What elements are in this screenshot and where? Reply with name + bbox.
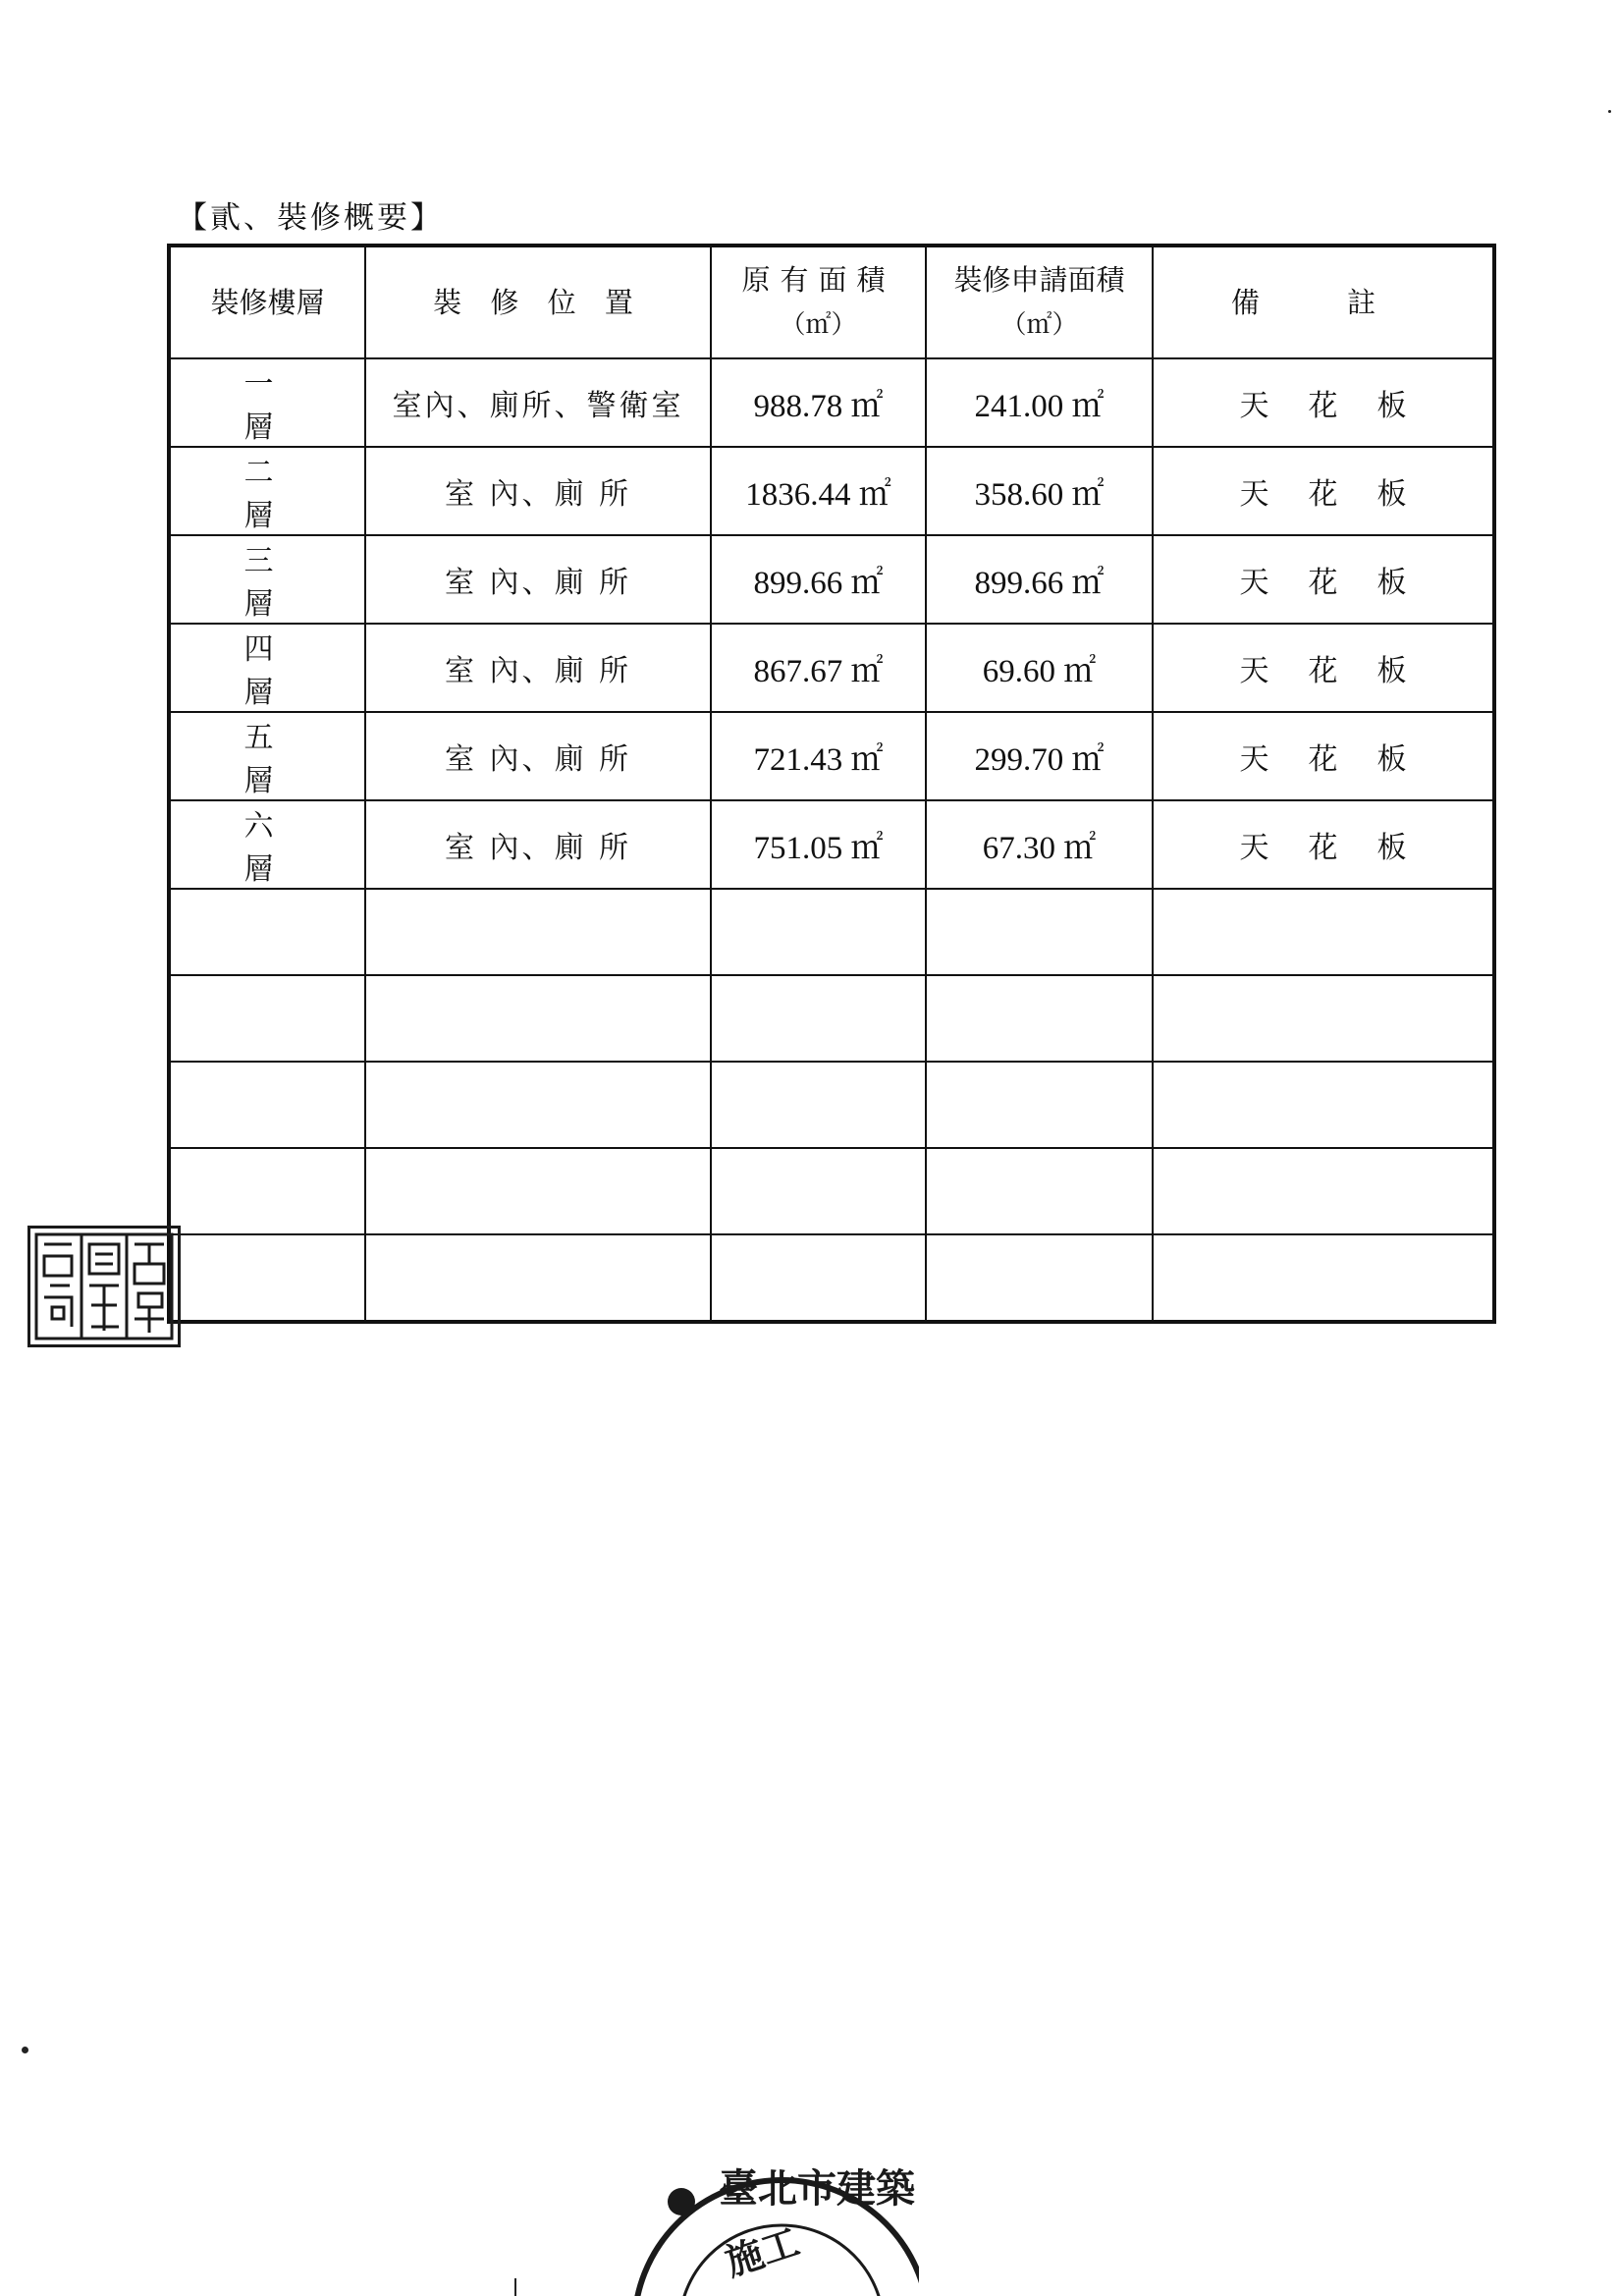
table-row: [169, 800, 1494, 889]
empty-cell: [365, 1062, 711, 1148]
stamp-text: 臺北市建築: [719, 2165, 915, 2212]
cell-remarks: 天花板: [1153, 447, 1494, 535]
header-applied-area-unit: （㎡）: [1000, 310, 1078, 340]
empty-cell: [926, 889, 1153, 975]
cell-applied-area: 299.70 ㎡: [926, 712, 1153, 800]
cell-original-area: 988.78 ㎡: [711, 358, 926, 447]
cell-location: 室 內、廁 所: [365, 800, 711, 889]
cell-floor: 四層: [169, 624, 365, 712]
header-floor: 裝修樓層: [169, 246, 365, 358]
header-applied-area: [926, 246, 1153, 358]
table-row: [169, 447, 1494, 535]
header-original-area-unit: （㎡）: [780, 310, 857, 340]
cell-floor: 三層: [169, 535, 365, 624]
table-row: [169, 624, 1494, 712]
empty-cell: [365, 1148, 711, 1234]
scan-speck: [1608, 110, 1611, 113]
side-seal-stamp: [27, 1226, 181, 1347]
empty-cell: [1153, 975, 1494, 1062]
table-row: [169, 535, 1494, 624]
table-row: [169, 712, 1494, 800]
empty-cell: [365, 975, 711, 1062]
empty-cell: [169, 975, 365, 1062]
empty-cell: [926, 1234, 1153, 1322]
cell-applied-area: 69.60 ㎡: [926, 624, 1153, 712]
empty-cell: [1153, 1148, 1494, 1234]
section-title: 【貳、裝修概要】: [177, 200, 444, 236]
empty-cell: [711, 1062, 926, 1148]
scan-speck: [514, 2278, 516, 2296]
stamp-inner-text: 施工: [720, 2218, 805, 2285]
header-original-area-label: 原有面積: [741, 263, 895, 297]
cell-original-area: 751.05 ㎡: [711, 800, 926, 889]
header-remarks: 備 註: [1153, 246, 1494, 358]
table-row-empty: [169, 889, 1494, 975]
cell-floor: 一層: [169, 358, 365, 447]
empty-cell: [169, 889, 365, 975]
cell-applied-area: 358.60 ㎡: [926, 447, 1153, 535]
table-row: [169, 358, 1494, 447]
empty-cell: [1153, 1234, 1494, 1322]
scan-speck: [22, 2047, 28, 2053]
cell-remarks: 天花板: [1153, 624, 1494, 712]
empty-cell: [1153, 1062, 1494, 1148]
empty-cell: [169, 1234, 365, 1322]
header-location: 裝 修 位 置: [365, 246, 711, 358]
cell-location: 室內、廁所、警衛室: [365, 358, 711, 447]
cell-location: 室 內、廁 所: [365, 535, 711, 624]
cell-floor: 六層: [169, 800, 365, 889]
empty-cell: [926, 1148, 1153, 1234]
cell-remarks: 天花板: [1153, 535, 1494, 624]
table-row-empty: [169, 975, 1494, 1062]
cell-location: 室 內、廁 所: [365, 624, 711, 712]
official-round-stamp: [624, 2121, 919, 2296]
cell-applied-area: 241.00 ㎡: [926, 358, 1153, 447]
empty-cell: [711, 975, 926, 1062]
table-body: [169, 358, 1494, 1322]
cell-original-area: 867.67 ㎡: [711, 624, 926, 712]
cell-original-area: 721.43 ㎡: [711, 712, 926, 800]
table-row-empty: [169, 1062, 1494, 1148]
renovation-summary-table: [167, 244, 1496, 1324]
cell-floor: 二層: [169, 447, 365, 535]
empty-cell: [365, 1234, 711, 1322]
table-header-row: [169, 246, 1494, 358]
cell-original-area: 1836.44 ㎡: [711, 447, 926, 535]
cell-floor: 五層: [169, 712, 365, 800]
header-applied-area-label: 裝修申請面積: [953, 263, 1125, 297]
cell-remarks: 天花板: [1153, 358, 1494, 447]
empty-cell: [926, 1062, 1153, 1148]
empty-cell: [365, 889, 711, 975]
cell-remarks: 天花板: [1153, 800, 1494, 889]
cell-location: 室 內、廁 所: [365, 447, 711, 535]
empty-cell: [711, 1234, 926, 1322]
empty-cell: [711, 1148, 926, 1234]
empty-cell: [926, 975, 1153, 1062]
table-row-empty: [169, 1148, 1494, 1234]
cell-remarks: 天花板: [1153, 712, 1494, 800]
header-original-area: [711, 246, 926, 358]
empty-cell: [1153, 889, 1494, 975]
empty-cell: [169, 1062, 365, 1148]
cell-applied-area: 67.30 ㎡: [926, 800, 1153, 889]
empty-cell: [169, 1148, 365, 1234]
cell-location: 室 內、廁 所: [365, 712, 711, 800]
empty-cell: [711, 889, 926, 975]
cell-original-area: 899.66 ㎡: [711, 535, 926, 624]
table-row-empty: [169, 1234, 1494, 1322]
cell-applied-area: 899.66 ㎡: [926, 535, 1153, 624]
